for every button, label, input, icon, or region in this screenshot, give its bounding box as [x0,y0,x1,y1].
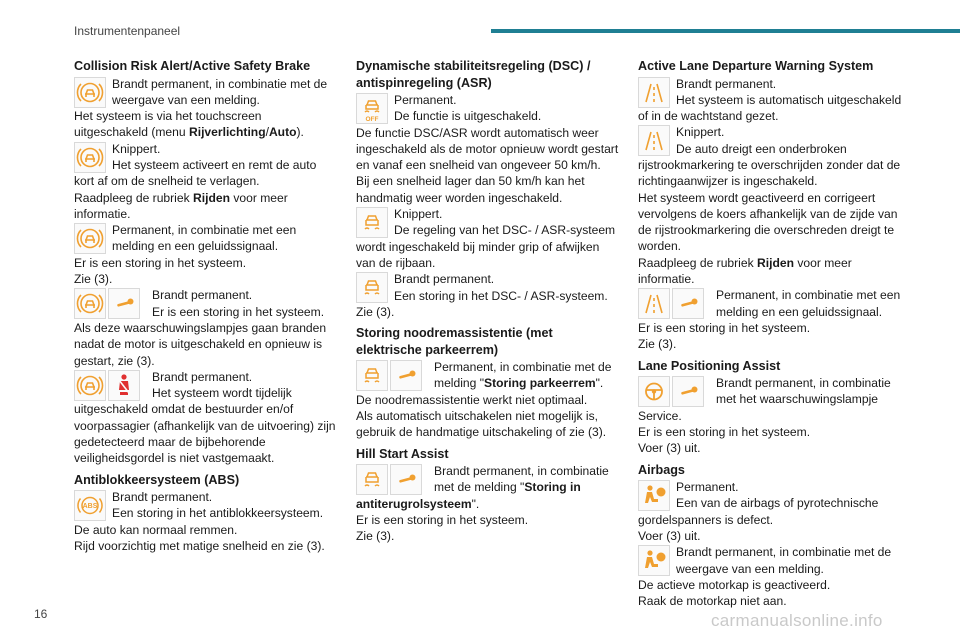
warning-entry: Brandt permanent. Een storing in het DSC- / ASR-systeem. Zie (3). [356,272,608,319]
section-title: Airbags [638,462,685,477]
warning-entry: Brandt permanent. Er is een storing in het systeem. Als deze waarschuwingslampjes gaan branden nadat de motor is uitgeschakeld en opnieuw is gestart, zie (3). [74,288,327,368]
airbag-icon [638,545,670,576]
warning-entry: OFF Permanent. De functie is uitgeschakeld. De functie DSC/ASR wordt automatisch weer ingeschakeld als de motor opnieuw wordt gestart en vanaf een snelheid van ongeveer 50 km/h. Bij een snelheid lager dan 50 km/h kan het handmatig weer worden ingeschakeld. [356,93,619,205]
wrench-icon [672,376,704,407]
header-title: Instrumentenpaneel [74,24,181,38]
dsc-icon [356,360,388,391]
warning-entry: Brandt permanent, in combinatie met de melding "Storing in antiterugrolsysteem". Er is een storing in het systeem. Zie (3). [356,464,609,544]
column-1 [74,58,336,554]
lane-departure-icon [638,77,670,108]
collision-alert-icon [74,370,106,401]
warning-entry: ABS Brandt permanent. Een storing in het antiblokkeersysteem. De auto kan normaal remmen. Rijd voorzichtig met matige snelheid en zie (3). [74,490,325,554]
warning-entry: Brandt permanent. Het systeem wordt tijdelijk uitgeschakeld omdat de bestuurder en/of voorpassagier (afhankelijk van de uitvoering) zijn gedetecteerd maar de bijbehorende veiligheidsgordel is niet vastgemaakt. [74,369,336,466]
warning-entry: Brandt permanent, in combinatie met de weergave van een melding. De actieve motorkap is geactiveerd. Raak de motorkap niet aan. [638,545,892,609]
wrench-icon [390,360,422,391]
section-title: Storing noodremassistentie (met elektrische parkeerrem) [356,326,553,357]
warning-entry: Brandt permanent, in combinatie met het waarschuwingslampje Service. Er is een storing in het systeem. Voer (3) uit. [638,376,891,456]
section-title: Hill Start Assist [356,446,449,461]
section-title: Dynamische stabiliteitsregeling (DSC) / antispinregeling (ASR) [356,59,591,90]
warning-entry: Brandt permanent, in combinatie met de weergave van een melding. Het systeem is via het touchscreen uitgeschakeld (menu Rijverlichting/Auto). [74,76,328,140]
column-3 [638,58,902,609]
page-number: 16 [34,607,48,621]
section-title: Antiblokkeersysteem (ABS) [74,472,240,487]
wrench-icon [390,464,422,495]
wrench-icon [108,288,140,319]
steering-wheel-icon [638,376,670,407]
airbag-icon [638,480,670,511]
warning-entry: Knippert. Het systeem activeert en remt de auto kort af om de snelheid te verlagen. Raadpleeg de rubriek Rijden voor meer informatie. [74,141,317,221]
lane-departure-icon [638,125,670,156]
svg-text:OFF: OFF [365,116,379,123]
warning-entry: Knippert. De auto dreigt een onderbroken rijstrookmarkering te overschrijden zonder dat de richtingaanwijzer is ingeschakeld. Het systeem wordt geactiveerd en corrigeert vervolgens de koers afhankelijk van de zijde van de rijstrookmarkering die overschreden dreigt te worden. Raadpleeg de rubriek Rijden voor meer informatie. [638,125,901,287]
collision-alert-icon [74,77,106,108]
collision-alert-icon [74,223,106,254]
lane-departure-icon [638,288,670,319]
warning-entry: Knippert. De regeling van het DSC- / ASR-systeem wordt ingeschakeld bij minder grip of afwijken van de rijbaan. [356,207,616,270]
warning-entry: Permanent, in combinatie met een melding en een geluidssignaal. Er is een storing in het systeem. Zie (3). [74,223,297,287]
column-2 [356,58,620,545]
section-title: Collision Risk Alert/Active Safety Brake [74,59,311,73]
watermark: carmanualsonline.info [711,611,883,630]
dsc-icon [356,464,388,495]
dsc-off-icon [356,93,388,124]
wrench-icon [672,288,704,319]
seatbelt-icon [108,370,140,401]
section-title: Active Lane Departure Warning System [638,59,874,73]
dsc-icon [356,272,388,303]
warning-entry: Brandt permanent. Het systeem is automatisch uitgeschakeld of in de wachtstand gezet. [638,76,902,124]
warning-entry: Permanent, in combinatie met de melding "Storing parkeerrem". De noodremassistentie werkt niet optimaal. Als automatisch uitschakelen niet mogelijk is, gebruik de handmatige uitschakeling of zie (3). [356,360,612,440]
abs-icon [74,490,106,521]
collision-alert-icon [74,288,106,319]
svg-text:ABS: ABS [82,503,98,511]
collision-alert-icon [74,142,106,173]
warning-entry: Permanent. Een van de airbags of pyrotechnische gordelspanners is defect. Voer (3) uit. [638,480,879,543]
dsc-icon [356,207,388,238]
header-accent-bar [491,29,960,33]
section-title: Lane Positioning Assist [638,358,781,373]
warning-entry: Permanent, in combinatie met een melding en een geluidssignaal. Er is een storing in het systeem. Zie (3). [638,288,901,352]
